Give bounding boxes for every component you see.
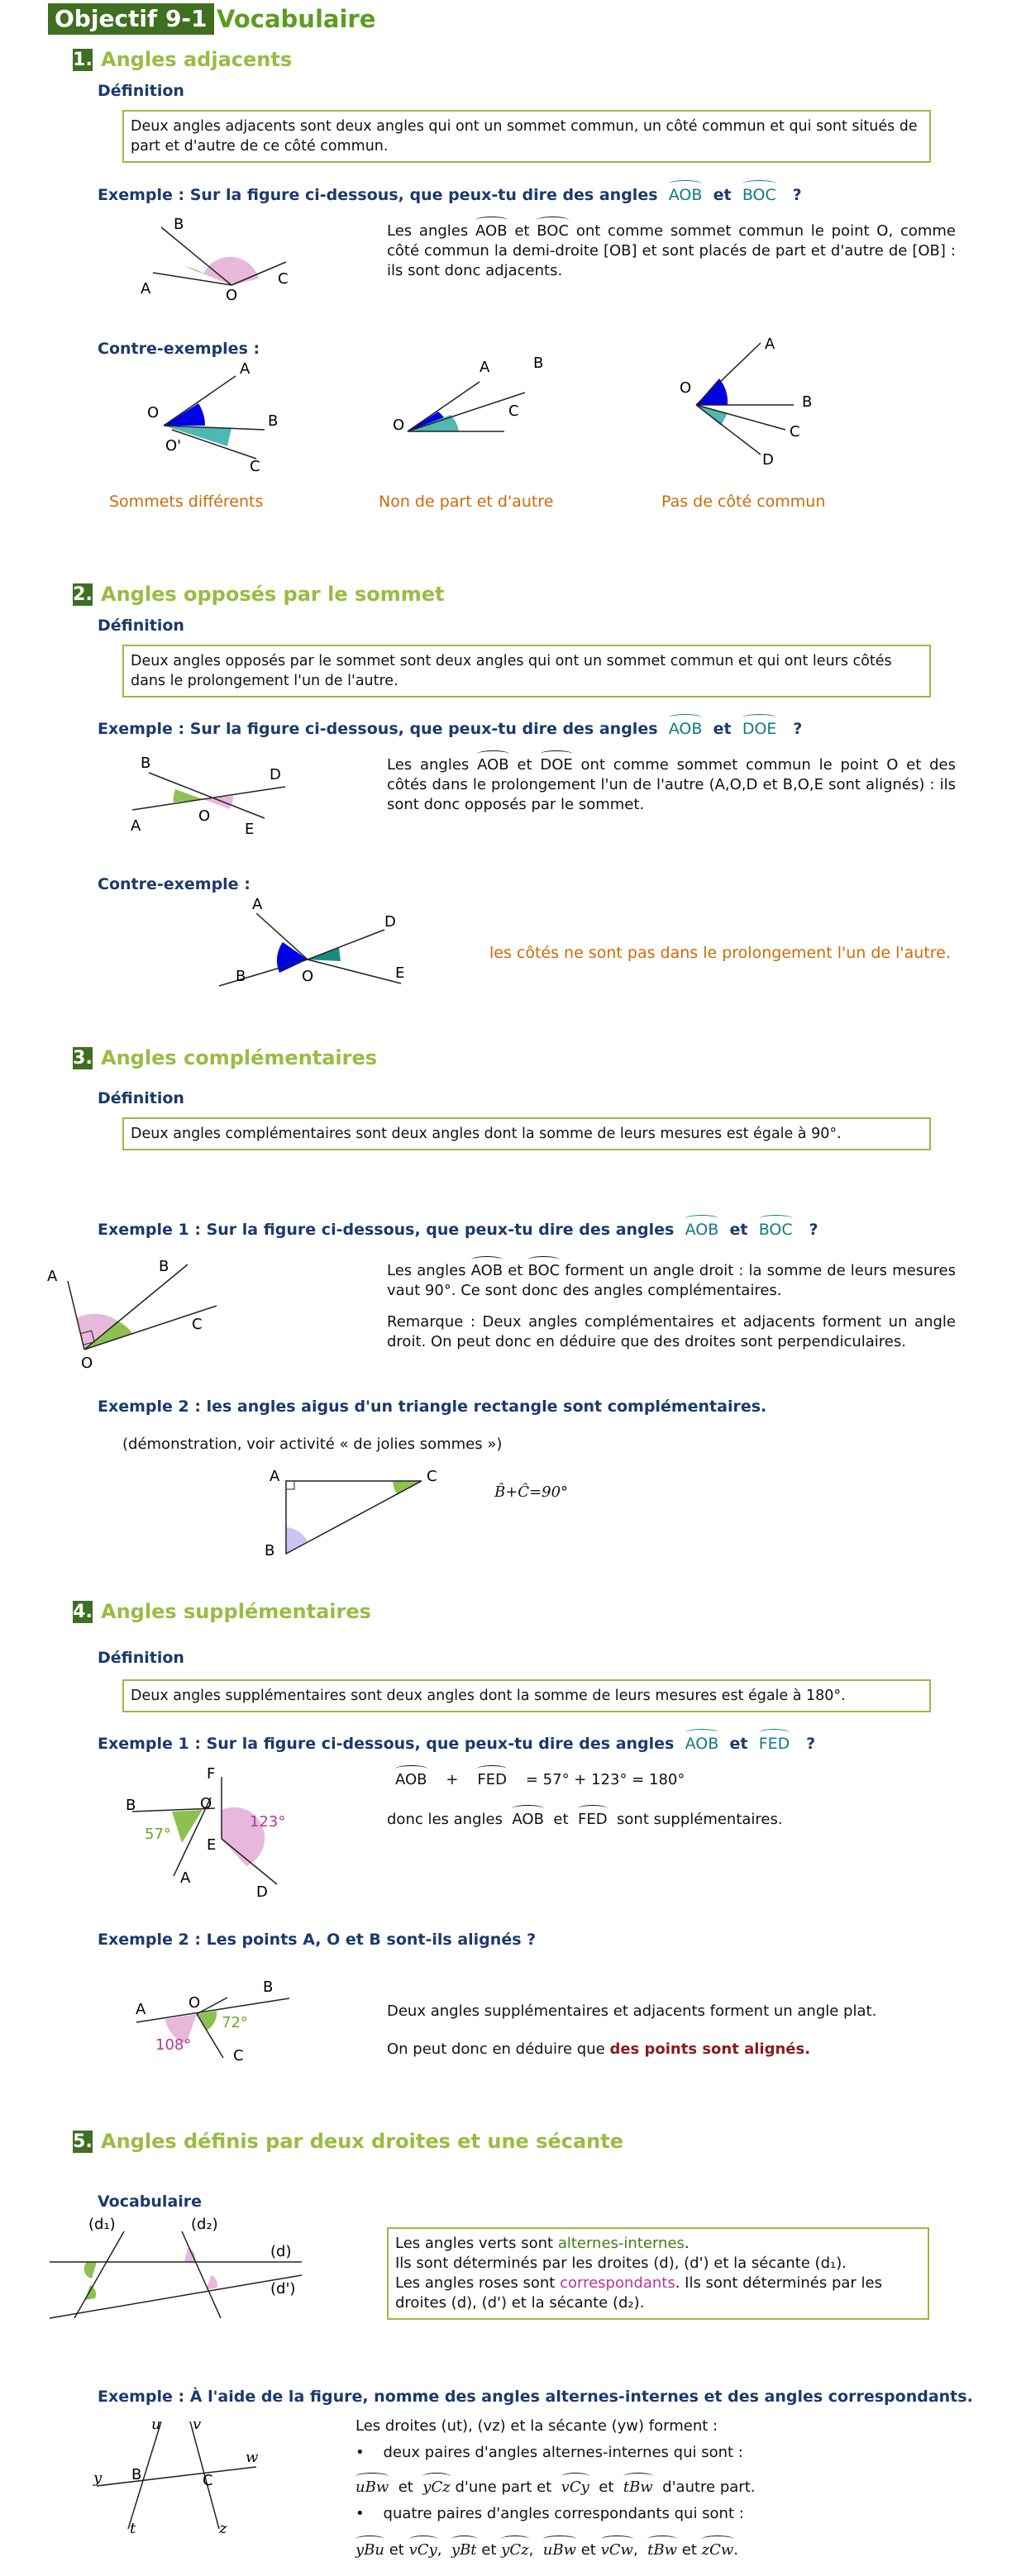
s5-l2-et2: et	[481, 2541, 497, 2559]
s4-definition-label: Définition	[98, 1649, 184, 1667]
s3-ex1-angle-2: BOC	[759, 1217, 793, 1240]
s3-ans-1: Les angles	[387, 1262, 466, 1279]
s3-tri-b: B	[265, 1542, 275, 1559]
s3-triangle-blue-angle	[286, 1527, 308, 1554]
s1-c1-blue	[164, 403, 205, 426]
section-4-number: 4.	[73, 1602, 93, 1622]
s1-caption-1: Sommets différents	[109, 493, 264, 511]
s4-fig-b: B	[126, 1797, 136, 1814]
s3-definition-label: Définition	[98, 1089, 184, 1107]
s3-fig-a: A	[47, 1268, 58, 1285]
s1-ans-angle-1: AOB	[475, 218, 508, 241]
s5-l1-c: vCy	[561, 2474, 589, 2497]
s4-green-angle	[172, 1810, 203, 1843]
s2-counter-teal	[308, 948, 341, 961]
s3-fig-b: B	[159, 1258, 169, 1275]
s5-green-angle-1	[84, 2262, 97, 2278]
s4-conc-et: et	[553, 1811, 569, 1828]
s3-tri-c: C	[427, 1468, 437, 1485]
s5-ex-u: u	[151, 2416, 161, 2433]
s4-ex2-c: C	[233, 2047, 244, 2064]
s1-pink-angle	[203, 257, 259, 285]
s3-demo-note: (démonstration, voir activité « de jolies sommes »)	[122, 1436, 503, 1453]
s5-bullet-1: • deux paires d'angles alternes-internes qui sont :	[356, 2444, 743, 2461]
s5-ex-intro: Les droites (ut), (vz) et la sécante (yw) forment :	[356, 2417, 718, 2435]
s2-answer	[387, 752, 956, 815]
s1-fig-label-b: B	[174, 216, 184, 233]
s5-alternate-line	[356, 2474, 755, 2497]
s4-measure-72: 72°	[222, 2014, 248, 2031]
s5-fig-d2: (d₂)	[191, 2216, 218, 2233]
s5-l2-d: yCz	[501, 2537, 528, 2560]
s4-supplementary-figure	[116, 1760, 322, 1901]
s3-ans-2: forment un angle droit : la somme de leurs mesures vaut 90°. Ce sont donc des angles complémentaires.	[387, 1262, 956, 1299]
s5-l2-et1: et	[389, 2541, 404, 2559]
s5-fig-d: (d)	[270, 2243, 292, 2260]
s1-c3-d: D	[762, 451, 774, 469]
s2-ex-angle-2: DOE	[742, 716, 777, 739]
section-5-title: Angles définis par deux droites et une sécante	[101, 2130, 623, 2153]
s3-example2: Exemple 2 : les angles aigus d'un triangle rectangle sont complémentaires.	[98, 1398, 767, 1416]
section-1-number: 1.	[73, 50, 93, 70]
s2-c-e: E	[395, 964, 405, 982]
s1-c2-a: A	[480, 359, 490, 376]
s5-l2-f: vCw	[601, 2537, 633, 2560]
s2-ex-angle-1: AOB	[669, 716, 703, 739]
s5-l2-a: yBu	[356, 2537, 384, 2560]
s4-ans2-2: On peut donc en déduire que	[387, 2040, 605, 2058]
s5-box-pink: correspondants	[560, 2274, 675, 2292]
s5-l1-b: yCz	[422, 2474, 450, 2497]
s4-fig-a: A	[180, 1869, 191, 1887]
objective-badge: Objectif 9-1	[48, 3, 214, 35]
s4-eq-angle-2: FED	[477, 1767, 507, 1790]
s1-fig-label-c: C	[278, 270, 289, 288]
s1-c1-c: C	[250, 458, 260, 475]
s5-l2-et4: et	[681, 2541, 697, 2559]
s2-ans-angle-1: AOB	[477, 752, 509, 775]
s5-vocab-box	[387, 2227, 929, 2320]
s3-ex1-angle-1: AOB	[685, 1217, 719, 1240]
section-5-number: 5.	[73, 2131, 93, 2152]
s2-fig-o: O	[198, 807, 211, 825]
s3-example1-question	[98, 1217, 818, 1240]
s2-opposite-figure	[124, 748, 306, 839]
section-2-title: Angles opposés par le sommet	[101, 583, 445, 606]
page-title: Vocabulaire	[217, 5, 376, 33]
s2-ex-lead: Exemple : Sur la figure ci-dessous, que peux-tu dire des angles	[98, 720, 658, 738]
s4-conc-angle-2: FED	[578, 1807, 608, 1830]
s3-ans-angle-1: AOB	[471, 1258, 503, 1281]
section-4-title: Angles supplémentaires	[101, 1600, 371, 1623]
s1-definition-label: Définition	[98, 82, 184, 100]
s5-box-5: . Ils sont déterminés par les droites (d), (d') et la sécante (d₂).	[395, 2274, 882, 2312]
s4-ex2-o: O	[188, 1994, 201, 2012]
s1-c2-c: C	[508, 402, 519, 420]
s2-ans-et: et	[517, 756, 532, 774]
s1-c1-a: A	[240, 360, 251, 378]
s3-ans-et: et	[508, 1262, 523, 1279]
s4-conc-angle-1: AOB	[512, 1807, 544, 1830]
s1-fig-label-o: O	[226, 287, 238, 304]
s5-l2-h: zCw	[702, 2537, 734, 2560]
s3-remark: Remarque : Deux angles complémentaires et adjacents forment un angle droit. On peut donc en déduire que des droites sont perpendiculaires.	[387, 1313, 956, 1350]
s5-ex-c: C	[203, 2472, 213, 2489]
s4-conc-1: donc les angles	[387, 1811, 503, 1828]
s1-caption-3: Pas de côté commun	[661, 493, 826, 511]
s1-c2-b: B	[533, 355, 544, 372]
s4-measure-57: 57°	[145, 1826, 171, 1843]
s5-pink-angle-2	[207, 2275, 217, 2289]
s3-ex1-q: ?	[809, 1221, 818, 1239]
s1-definition-box: Deux angles adjacents sont deux angles qui ont un sommet commun, un côté commun et qui sont situés de part et d'autre de ce côté commun.	[122, 110, 931, 163]
s2-fig-d: D	[270, 766, 281, 783]
s4-example1-question	[98, 1731, 815, 1754]
section-3-title: Angles complémentaires	[101, 1046, 378, 1069]
s5-fig-dp: (d')	[270, 2280, 296, 2297]
s5-bullet-2: • quatre paires d'angles correspondants qui sont :	[356, 2505, 744, 2522]
s2-example-question	[98, 716, 802, 739]
s3-fig-c: C	[192, 1316, 203, 1333]
s5-box-line2: Ils sont déterminés par les droites (d), (d') et la sécante (d₁).	[395, 2255, 847, 2272]
s2-fig-a: A	[131, 817, 141, 835]
s5-bullet-1-text: deux paires d'angles alternes-internes qui sont :	[383, 2444, 743, 2461]
s4-ex2-a: A	[136, 2001, 146, 2018]
s1-counter-label: Contre-exemples :	[98, 340, 260, 358]
s1-ans-1: Les angles	[387, 222, 469, 240]
s4-ex1-q: ?	[806, 1735, 816, 1753]
s4-ex2-green	[197, 2011, 217, 2031]
section-1-title: Angles adjacents	[101, 48, 293, 71]
s1-example-question	[98, 182, 802, 205]
s5-vocab-label: Vocabulaire	[98, 2193, 203, 2211]
s5-example-figure	[87, 2416, 277, 2537]
s1-ex-angle-2: BOC	[742, 182, 776, 205]
s4-fig-f: F	[207, 1765, 216, 1783]
s4-fig-o: O	[200, 1795, 212, 1812]
s5-l2-et3: et	[580, 2541, 596, 2559]
s1-c1-b: B	[268, 412, 279, 430]
s4-ex1-and: et	[729, 1735, 748, 1753]
s2-definition-label: Définition	[98, 617, 184, 635]
s4-aligned-figure	[124, 1971, 314, 2070]
s2-c-d: D	[384, 913, 396, 931]
s4-fig-e: E	[207, 1836, 217, 1854]
s1-fig-label-a: A	[141, 280, 151, 298]
s2-c-a: A	[252, 896, 263, 913]
s3-definition-box: Deux angles complémentaires sont deux angles dont la somme de leurs mesures est égale à 90°.	[122, 1117, 931, 1150]
s5-l2-e: uBw	[543, 2537, 576, 2560]
s5-corresponding-line: yBu et vCy, yBt et yCz, uBw et vCw, tBw et zCw.	[356, 2537, 738, 2560]
s3-fig-o: O	[81, 1355, 93, 1372]
s1-ans-2: ont comme sommet commun le point O, comme côté commun la demi-droite [OB] et sont placés de part et d'autre de [OB] : ils sont donc adjacents.	[387, 222, 957, 279]
s4-ex1-angle-2: FED	[759, 1731, 790, 1754]
s4-answer2-line1: Deux angles supplémentaires et adjacents forment un angle plat.	[387, 2002, 877, 2020]
s2-ans-2: ont comme sommet commun le point O et des côtés dans le prolongement l'un de l'autre (A,O,D et B,O,E sont alignés) : ils sont donc opposés par le sommet.	[387, 756, 956, 813]
s5-l1-et: et	[398, 2478, 413, 2496]
s5-ex-b: B	[131, 2466, 142, 2483]
s1-c2-o: O	[393, 417, 405, 434]
s1-c3-c: C	[790, 423, 800, 440]
s2-ans-1: Les angles	[387, 756, 470, 774]
s5-l1-end: d'autre part.	[662, 2478, 756, 2496]
s5-ex-t: t	[130, 2520, 136, 2537]
s5-l1-a: uBw	[356, 2474, 389, 2497]
s1-caption-2: Non de part et d'autre	[379, 493, 554, 511]
s3-ans-angle-2: BOC	[527, 1258, 560, 1281]
s2-definition-box: Deux angles opposés par le sommet sont deux angles qui ont un sommet commun et qui ont leurs côtés dans le prolongement l'un de l'autre.	[122, 645, 931, 698]
s1-answer	[387, 218, 956, 281]
s3-complementary-figure	[43, 1248, 233, 1372]
s4-eq-rest: = 57° + 123° = 180°	[525, 1771, 685, 1788]
s1-c3-b: B	[802, 393, 813, 411]
s1-ans-angle-2: BOC	[537, 218, 569, 241]
s3-tri-a: A	[270, 1468, 280, 1485]
s4-example2: Exemple 2 : Les points A, O et B sont-ils alignés ?	[98, 1931, 537, 1949]
s1-c3-a: A	[765, 336, 775, 353]
s5-l1-d: tBw	[623, 2474, 653, 2497]
s4-ex2-b: B	[263, 1978, 274, 1996]
s1-counter-fig-2	[393, 347, 575, 446]
s4-measure-123: 123°	[250, 1813, 286, 1831]
s4-ex1-lead: Exemple 1 : Sur la figure ci-dessous, que peux-tu dire des angles	[98, 1735, 675, 1753]
section-3-number: 3.	[73, 1048, 93, 1069]
s2-ans-angle-2: DOE	[540, 752, 572, 775]
s4-measure-108: 108°	[155, 2036, 192, 2054]
s5-l1-mid: d'une part et	[455, 2478, 552, 2496]
s4-conc-2: sont supplémentaires.	[617, 1811, 783, 1828]
s3-ex1-and: et	[729, 1221, 748, 1239]
s5-box-line3	[395, 2274, 921, 2313]
s3-ex1-lead: Exemple 1 : Sur la figure ci-dessous, que peux-tu dire des angles	[98, 1221, 675, 1239]
s2-fig-b: B	[141, 755, 151, 772]
s4-answer2-line2	[387, 2040, 810, 2059]
s5-l2-c: yBt	[451, 2537, 477, 2560]
s2-counter-figure	[215, 897, 413, 992]
s2-ex-q: ?	[793, 720, 803, 738]
s3-formula: B̂+Ĉ=90°	[494, 1483, 569, 1501]
s4-conclusion	[387, 1807, 783, 1830]
s1-counter-fig-1	[141, 347, 306, 479]
s5-fig-d1: (d₁)	[88, 2216, 116, 2233]
s1-ex-and: et	[713, 186, 732, 204]
s5-ex-y: y	[93, 2469, 103, 2487]
s5-ex-w: w	[246, 2449, 259, 2466]
section-2-number: 2.	[73, 584, 93, 605]
s1-c3-o: O	[680, 379, 692, 397]
s5-box-green: alternes-internes	[557, 2235, 685, 2252]
s5-ex-v: v	[193, 2416, 202, 2433]
s2-counter-text: les côtés ne sont pas dans le prolongement l'un de l'autre.	[489, 944, 951, 962]
s1-ex-lead: Exemple : Sur la figure ci-dessous, que peux-tu dire des angles	[98, 186, 658, 204]
s1-counter-fig-3	[670, 331, 835, 471]
s1-ex-q: ?	[792, 186, 802, 204]
s2-counter-label: Contre-exemple :	[98, 875, 251, 893]
s5-bullet-2-text: quatre paires d'angles correspondants qui sont :	[383, 2505, 744, 2522]
s2-ex-and: et	[713, 720, 732, 738]
s4-ans2-red: des points sont alignés.	[609, 2040, 811, 2058]
s3-triangle-figure	[265, 1463, 446, 1562]
s5-l2-b: vCy	[409, 2537, 437, 2560]
s5-l2-g: tBw	[647, 2537, 677, 2560]
s5-example-title: Exemple : À l'aide de la figure, nomme des angles alternes-internes et des angles correspondants.	[98, 2388, 973, 2406]
s2-c-b: B	[236, 968, 246, 985]
s2-fig-e: E	[245, 821, 255, 838]
s1-ex-angle-1: AOB	[669, 182, 703, 205]
s1-adjacent-figure	[132, 211, 298, 302]
s1-ans-et: et	[514, 222, 530, 240]
s4-ex1-angle-1: AOB	[685, 1731, 719, 1754]
s4-eq-angle-1: AOB	[395, 1767, 427, 1790]
s5-l1-et2: et	[599, 2478, 614, 2496]
s2-c-o: O	[302, 968, 314, 985]
s1-c1-o: O	[147, 404, 160, 421]
s5-box-1: Les angles verts sont	[395, 2235, 554, 2252]
s3-answer	[387, 1258, 956, 1301]
s4-fig-d: D	[256, 1883, 268, 1901]
s4-definition-box: Deux angles supplémentaires sont deux angles dont la somme de leurs mesures est égale à 180°.	[122, 1679, 931, 1712]
s4-eq-plus: +	[446, 1771, 459, 1788]
s1-c1-o2: O'	[165, 437, 182, 455]
s4-equation	[395, 1767, 685, 1790]
s5-ex-z: z	[219, 2520, 227, 2537]
s5-box-2: .	[684, 2235, 690, 2252]
s5-secant-figure	[45, 2211, 310, 2322]
s5-box-line1	[395, 2234, 921, 2254]
s5-box-4: Les angles roses sont	[395, 2274, 556, 2292]
